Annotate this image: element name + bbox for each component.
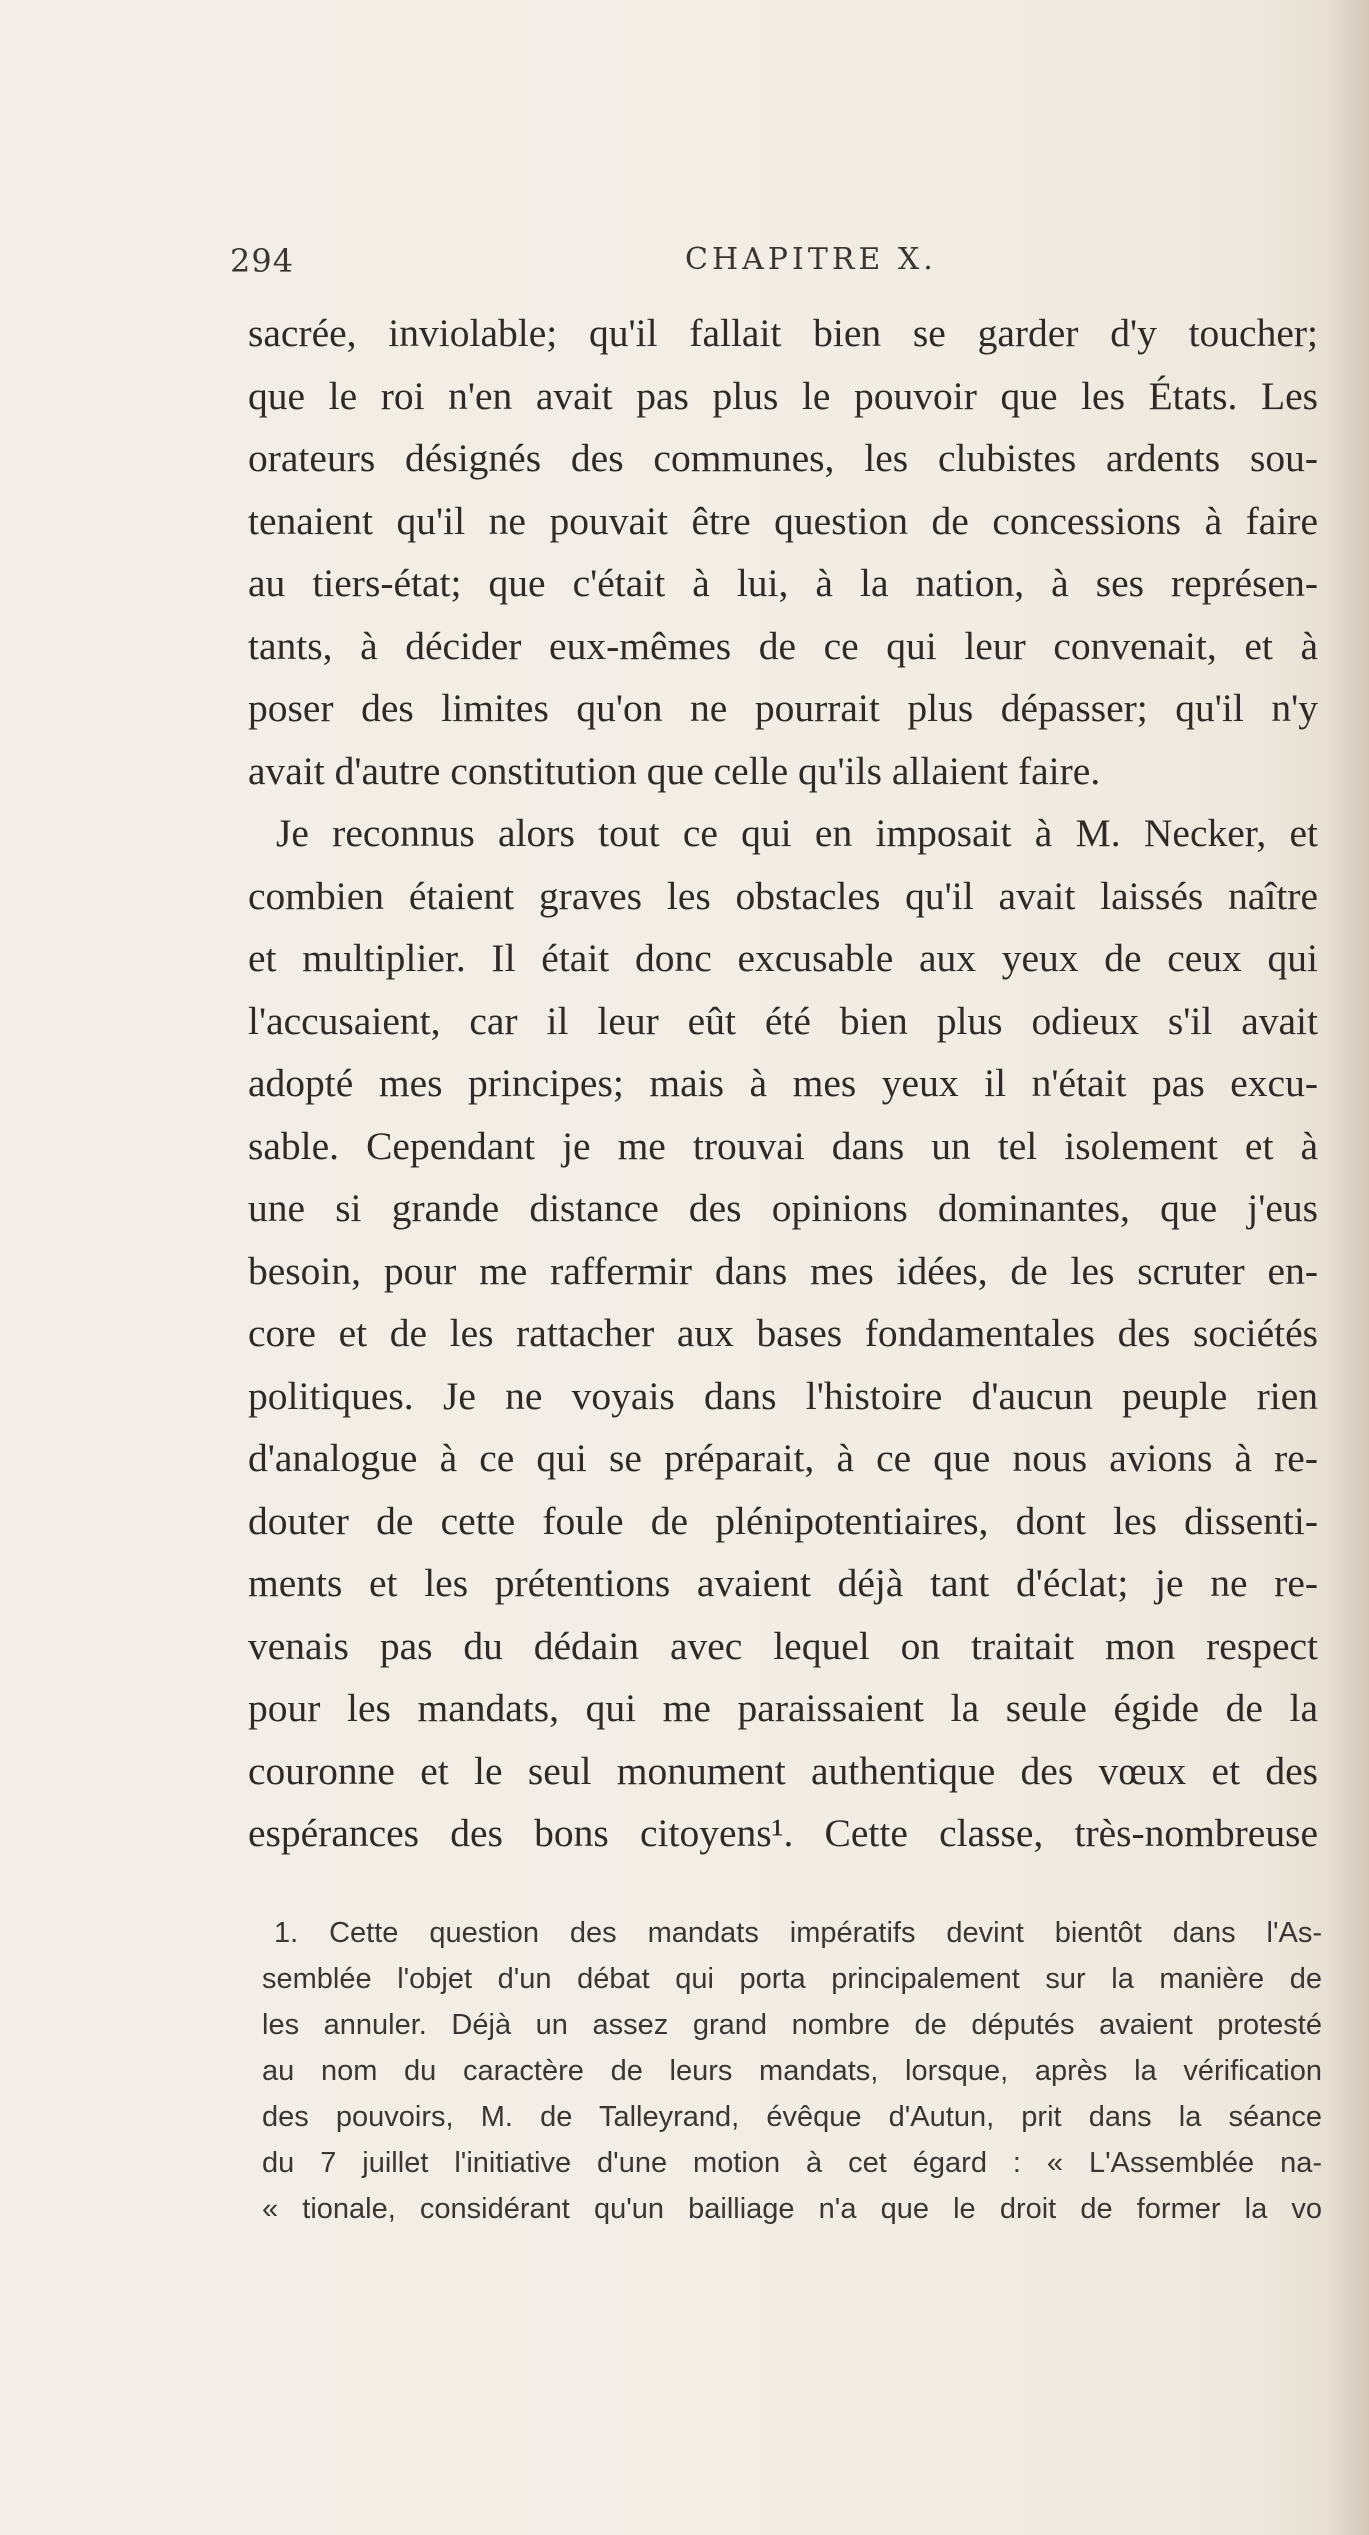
footnote-line: les annuler. Déjà un assez grand nombre de députés avaient protesté <box>262 2009 1322 2041</box>
body-line: sable. Cependant je me trouvai dans un tel isolement et à <box>248 1123 1318 1168</box>
body-line: et multiplier. Il était donc excusable aux yeux de ceux qui <box>248 936 1318 980</box>
page-header <box>230 242 1330 292</box>
body-line: l'accusaient, car il leur eût été bien plus odieux s'il avait <box>248 998 1318 1043</box>
body-line: besoin, pour me raffermir dans mes idées, de les scruter en- <box>248 1248 1318 1293</box>
body-text <box>248 302 1318 1865</box>
body-line: tants, à décider eux-mêmes de ce qui leur convenait, et à <box>248 623 1318 668</box>
body-line: adopté mes principes; mais à mes yeux il n'était pas excu- <box>248 1061 1318 1105</box>
body-line: que le roi n'en avait pas plus le pouvoir que les États. Les <box>248 373 1318 418</box>
running-head: CHAPITRE X. <box>685 242 937 277</box>
page-number: 294 <box>230 242 295 280</box>
page-edge-shadow <box>1329 0 1369 2535</box>
footnotes <box>262 1910 1322 2232</box>
body-line: venais pas du dédain avec lequel on traitait mon respect <box>248 1623 1318 1668</box>
body-line: ments et les prétentions avaient déjà tant d'éclat; je ne re- <box>248 1561 1318 1605</box>
footnote-line: 1. Cette question des mandats impératifs devint bientôt dans l'As- <box>274 1917 1322 1949</box>
body-line: au tiers-état; que c'était à lui, à la nation, à ses représen- <box>248 561 1318 605</box>
body-line: sacrée, inviolable; qu'il fallait bien se garder d'y toucher; <box>248 311 1318 355</box>
body-line: avait d'autre constitution que celle qu'ils allaient faire. <box>248 748 1101 793</box>
body-line: Je reconnus alors tout ce qui en imposait à M. Necker, et <box>276 811 1318 855</box>
footnote-line: du 7 juillet l'initiative d'une motion à cet égard : « L'Assemblée na- <box>262 2147 1322 2179</box>
footnote-line: semblée l'objet d'un débat qui porta principalement sur la manière de <box>262 1963 1322 1995</box>
body-line: politiques. Je ne voyais dans l'histoire d'aucun peuple rien <box>248 1373 1318 1418</box>
footnote-line: « tionale, considérant qu'un bailliage n'a que le droit de former la vo <box>262 2193 1322 2225</box>
body-line: poser des limites qu'on ne pourrait plus dépasser; qu'il n'y <box>248 686 1318 730</box>
body-line: combien étaient graves les obstacles qu'il avait laissés naître <box>248 873 1318 918</box>
footnote-line: des pouvoirs, M. de Talleyrand, évêque d'Autun, prit dans la séance <box>262 2101 1322 2133</box>
body-line: couronne et le seul monument authentique des vœux et des <box>248 1748 1318 1793</box>
body-line: core et de les rattacher aux bases fondamentales des sociétés <box>248 1311 1318 1355</box>
footnote-line: au nom du caractère de leurs mandats, lorsque, après la vérification <box>262 2055 1322 2087</box>
body-line: tenaient qu'il ne pouvait être question de concessions à faire <box>248 498 1318 543</box>
body-line: pour les mandats, qui me paraissaient la seule égide de la <box>248 1686 1318 1730</box>
body-line: douter de cette foule de plénipotentiaires, dont les dissenti- <box>248 1498 1318 1543</box>
body-line: une si grande distance des opinions dominantes, que j'eus <box>248 1186 1318 1230</box>
body-line: espérances des bons citoyens¹. Cette classe, très-nombreuse <box>248 1811 1318 1855</box>
body-line: orateurs désignés des communes, les clubistes ardents sou- <box>248 436 1318 480</box>
body-line: d'analogue à ce qui se préparait, à ce que nous avions à re- <box>248 1436 1318 1480</box>
